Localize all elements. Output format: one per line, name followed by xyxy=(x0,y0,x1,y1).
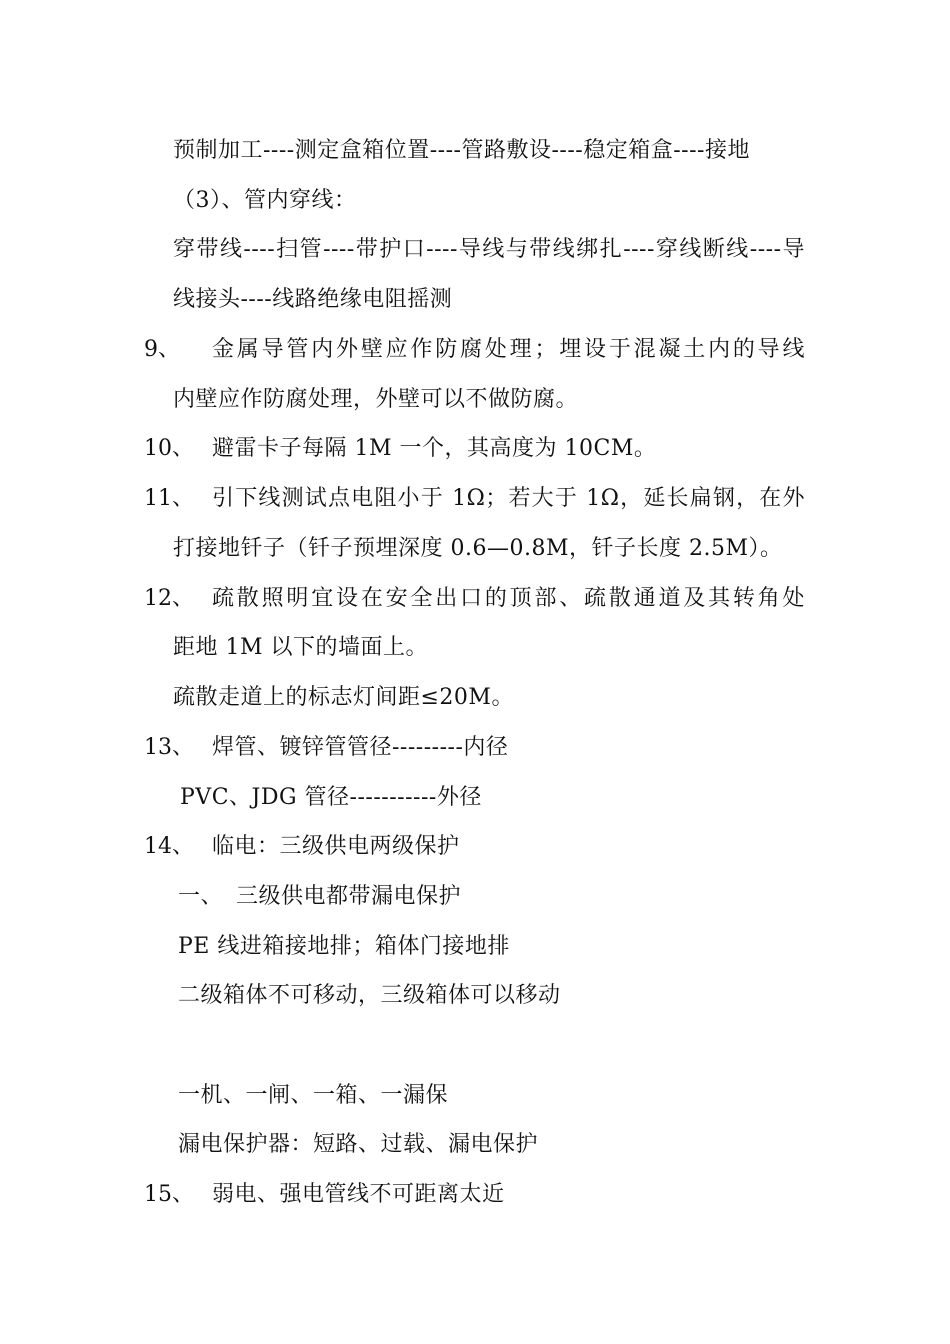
text-line-item-11: 引下线测试点电阻小于 1Ω；若大于 1Ω，延长扁钢，在外 xyxy=(212,486,805,511)
text-line-item-13-cont: PVC、JDG 管径-----------外径 xyxy=(180,785,482,810)
sub-item-marker-one: 一、 xyxy=(178,884,224,909)
item-number-15: 15、 xyxy=(144,1182,194,1207)
text-line-prefab-process: 预制加工----测定盒箱位置----管路敷设----稳定箱盒----接地 xyxy=(173,138,750,163)
text-line-sub-item-one: 三级供电都带漏电保护 xyxy=(236,884,462,909)
text-line-item-11-cont: 打接地钎子（钎子预埋深度 0.6—0.8M，钎子长度 2.5M）。 xyxy=(173,536,783,561)
text-line-item-15: 弱电、强电管线不可距离太近 xyxy=(212,1182,505,1207)
text-line-item-12: 疏散照明宜设在安全出口的顶部、疏散通道及其转角处 xyxy=(212,586,805,611)
text-line-item-10: 避雷卡子每隔 1M 一个，其高度为 10CM。 xyxy=(212,436,657,461)
text-line-one-machine: 一机、一闸、一箱、一漏保 xyxy=(178,1083,449,1108)
item-number-10: 10、 xyxy=(144,436,194,461)
text-line-pe-wire: PE 线进箱接地排；箱体门接地排 xyxy=(178,934,510,959)
text-line-item-9-cont: 内壁应作防腐处理，外壁可以不做防腐。 xyxy=(173,387,579,412)
text-line-box-movement: 二级箱体不可移动，三级箱体可以移动 xyxy=(178,983,561,1008)
item-number-13: 13、 xyxy=(144,735,194,760)
item-number-11: 11、 xyxy=(144,486,194,511)
text-line-wiring-process-cont: 线接头----线路绝缘电阻摇测 xyxy=(173,287,453,312)
text-line-item-12-cont: 距地 1M 以下的墙面上。 xyxy=(173,635,429,660)
text-line-wiring-process: 穿带线----扫管----带护口----导线与带线绑扎----穿线断线----导 xyxy=(173,237,805,262)
text-line-wiring-heading: （3）、管内穿线： xyxy=(173,188,357,213)
item-number-14: 14、 xyxy=(144,834,194,859)
text-line-item-9: 金属导管内外壁应作防腐处理；埋设于混凝土内的导线 xyxy=(212,337,805,362)
text-line-item-14: 临电：三级供电两级保护 xyxy=(212,834,460,859)
item-number-9: 9、 xyxy=(144,337,180,362)
text-line-item-12-extra: 疏散走道上的标志灯间距≤20M。 xyxy=(173,685,514,710)
item-number-12: 12、 xyxy=(144,586,194,611)
text-line-item-13: 焊管、镀锌管管径---------内径 xyxy=(212,735,509,760)
text-line-leakage-protector: 漏电保护器：短路、过载、漏电保护 xyxy=(178,1132,539,1157)
